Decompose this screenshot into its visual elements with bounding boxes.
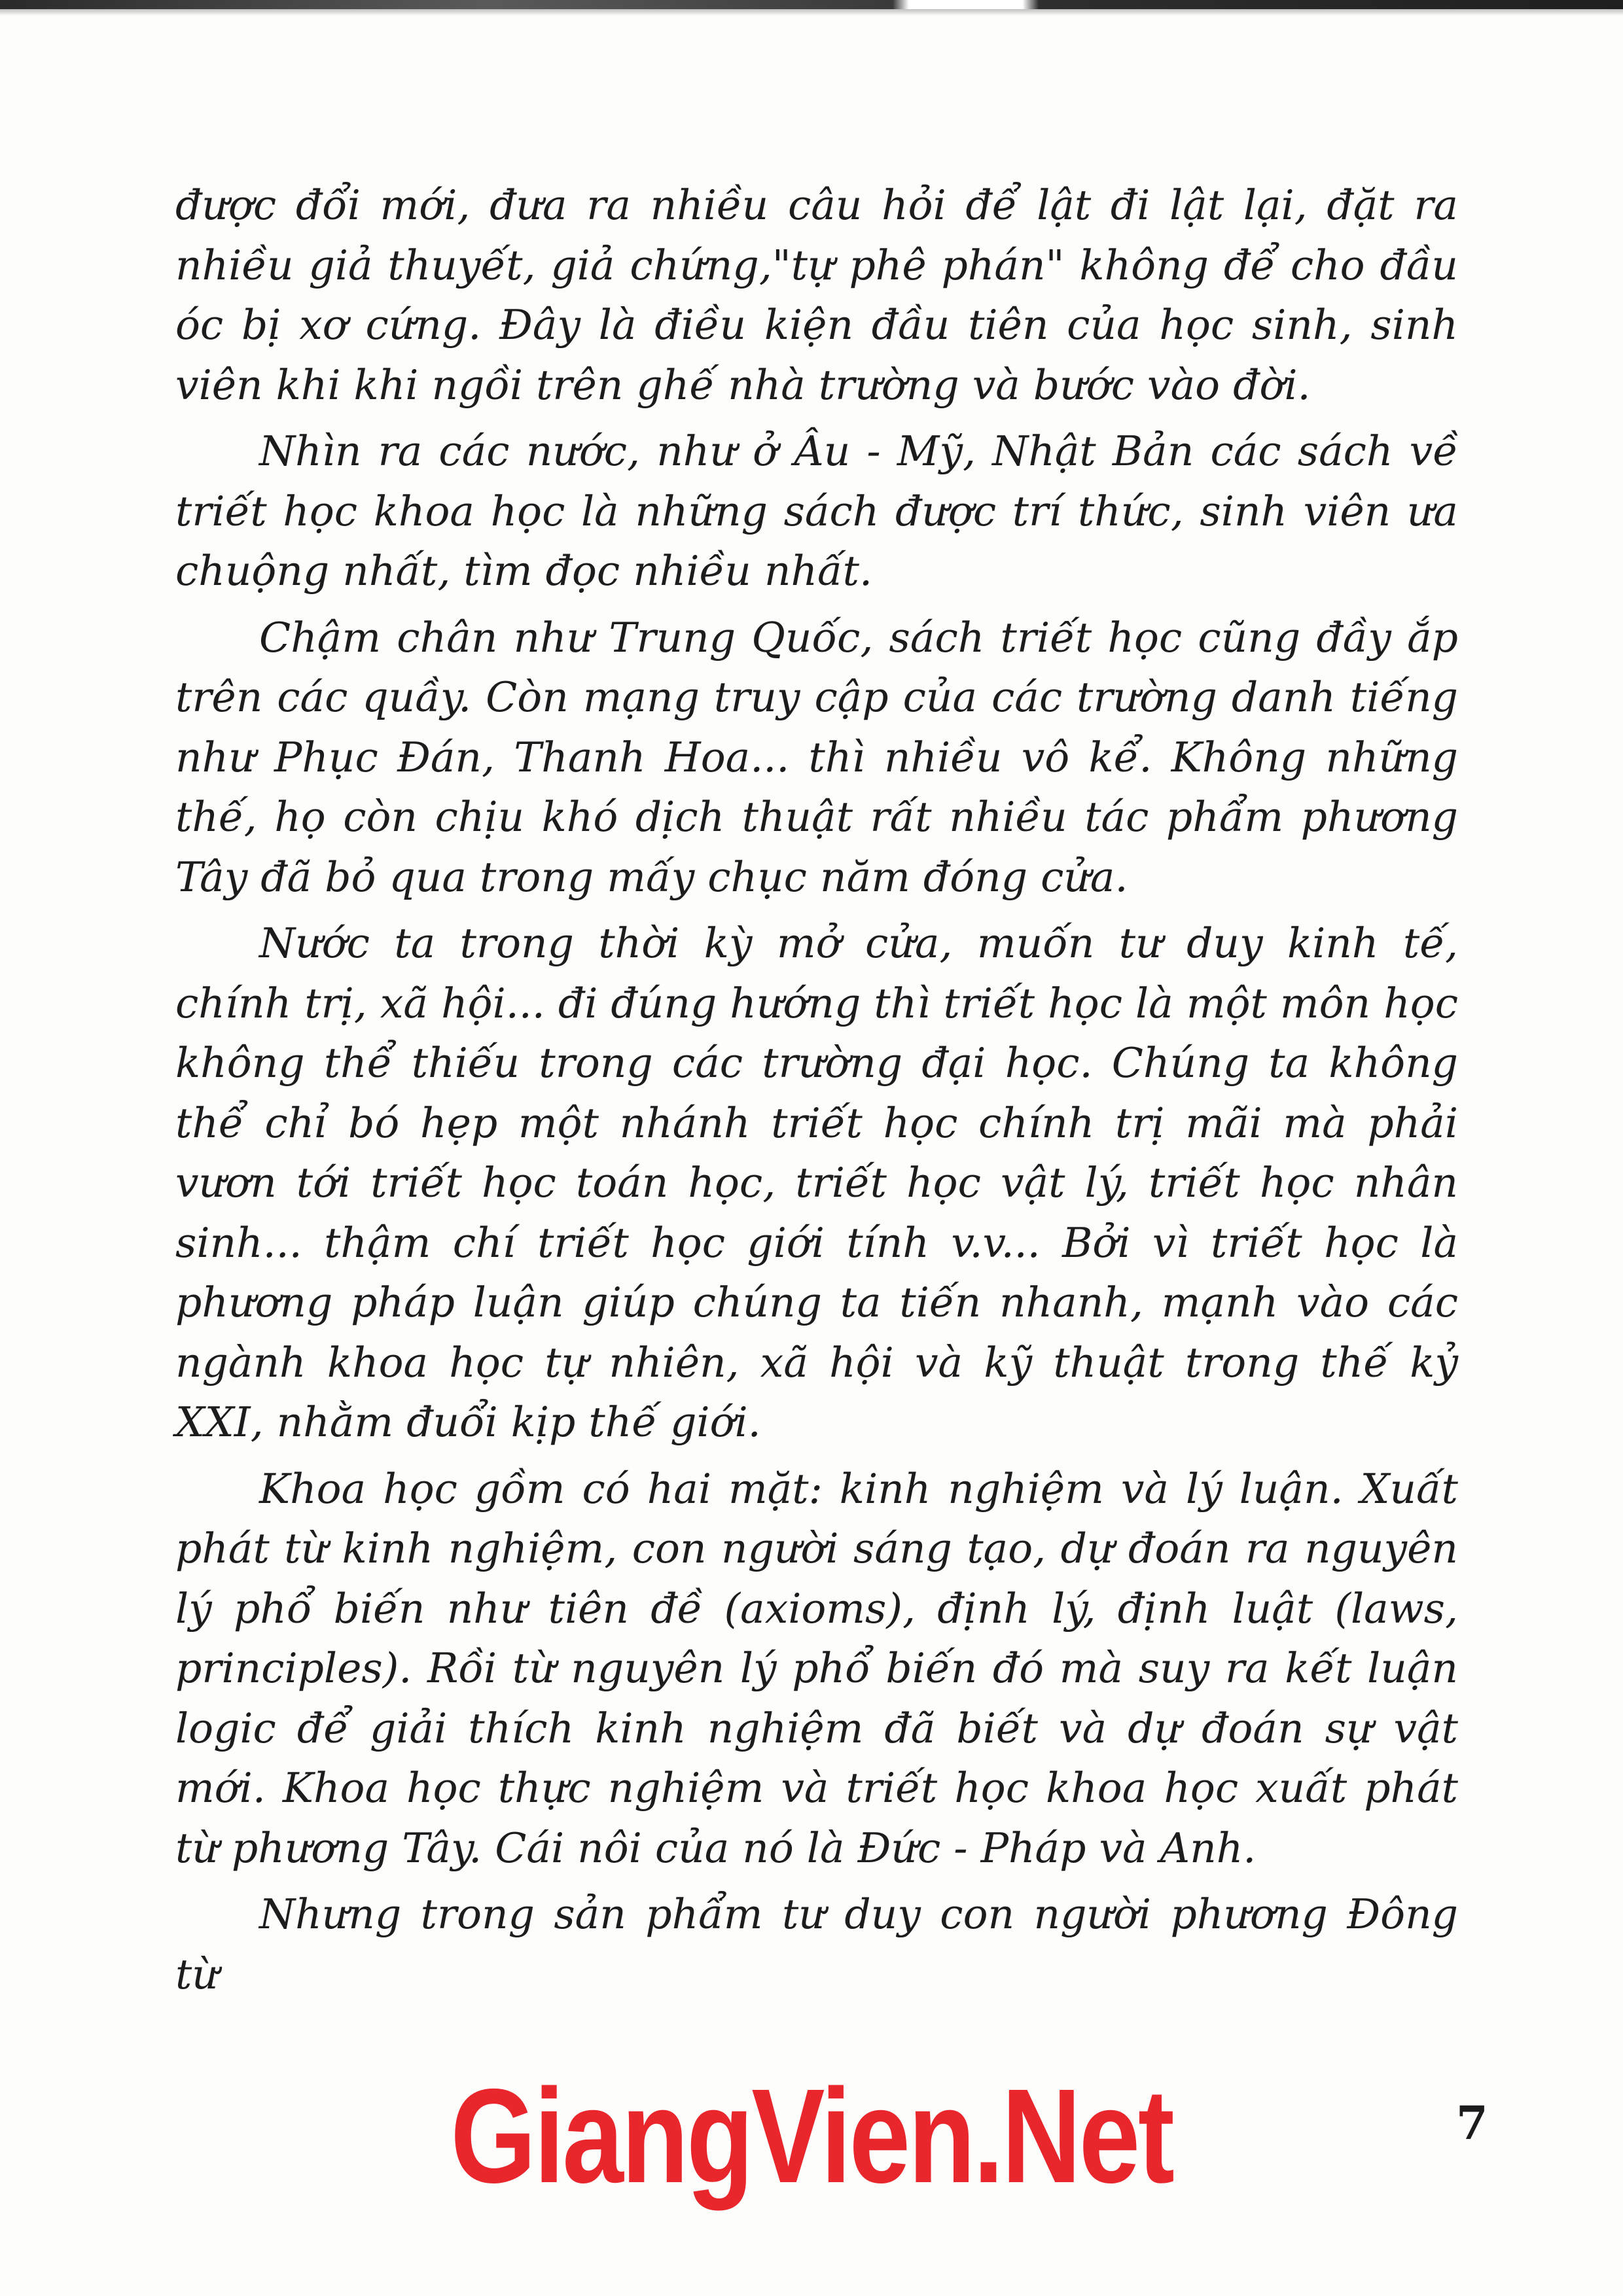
watermark-logo: GiangVien.Net xyxy=(450,2061,1173,2211)
paragraph-5: Khoa học gồm có hai mặt: kinh nghiệm và lý luận. Xuất phát từ kinh nghiệm, con người sáng tạo, dự đoán ra nguyên lý phổ biến như tiên đề (axioms), định lý, định luật (laws, principles). Rồi từ nguyên lý phổ biến đó mà suy ra kết luận logic để giải thích kinh nghiệm đã biết và dự đoán sự vật mới. Khoa học thực nghiệm và triết học khoa học xuất phát từ phương Tây. Cái nôi của nó là Đức - Pháp và Anh. xyxy=(175,1464,1458,1872)
body-text xyxy=(175,175,1458,2004)
scan-top-edge xyxy=(0,0,1623,9)
paragraph-2: Nhìn ra các nước, như ở Âu - Mỹ, Nhật Bản các sách về triết học khoa học là những sách được trí thức, sinh viên ưa chuộng nhất, tìm đọc nhiều nhất. xyxy=(175,427,1458,595)
scan-top-shadow xyxy=(0,9,1623,16)
paragraph-4: Nước ta trong thời kỳ mở cửa, muốn tư duy kinh tế, chính trị, xã hội... đi đúng hướng thì triết học là một môn học không thể thiếu trong các trường đại học. Chúng ta không thể chỉ bó hẹp một nhánh triết học chính trị mãi mà phải vươn tới triết học toán học, triết học vật lý, triết học nhân sinh... thậm chí triết học giới tính v.v... Bởi vì triết học là phương pháp luận giúp chúng ta tiến nhanh, mạnh vào các ngành khoa học tự nhiên, xã hội và kỹ thuật trong thế kỷ XXI, nhằm đuổi kịp thế giới. xyxy=(175,919,1458,1446)
page-number: 7 xyxy=(1456,2096,1488,2150)
paragraph-6: Nhưng trong sản phẩm tư duy con người phương Đông từ xyxy=(175,1890,1458,1998)
paragraph-1: được đổi mới, đưa ra nhiều câu hỏi để lật đi lật lại, đặt ra nhiều giả thuyết, giả chứng,"tự phê phán" không để cho đầu óc bị xơ cứng. Đây là điều kiện đầu tiên của học sinh, sinh viên khi khi ngồi trên ghế nhà trường và bước vào đời. xyxy=(175,181,1458,409)
paragraph-3: Chậm chân như Trung Quốc, sách triết học cũng đầy ắp trên các quầy. Còn mạng truy cập của các trường danh tiếng như Phục Đán, Thanh Hoa... thì nhiều vô kể. Không những thế, họ còn chịu khó dịch thuật rất nhiều tác phẩm phương Tây đã bỏ qua trong mấy chục năm đóng cửa. xyxy=(175,613,1458,901)
